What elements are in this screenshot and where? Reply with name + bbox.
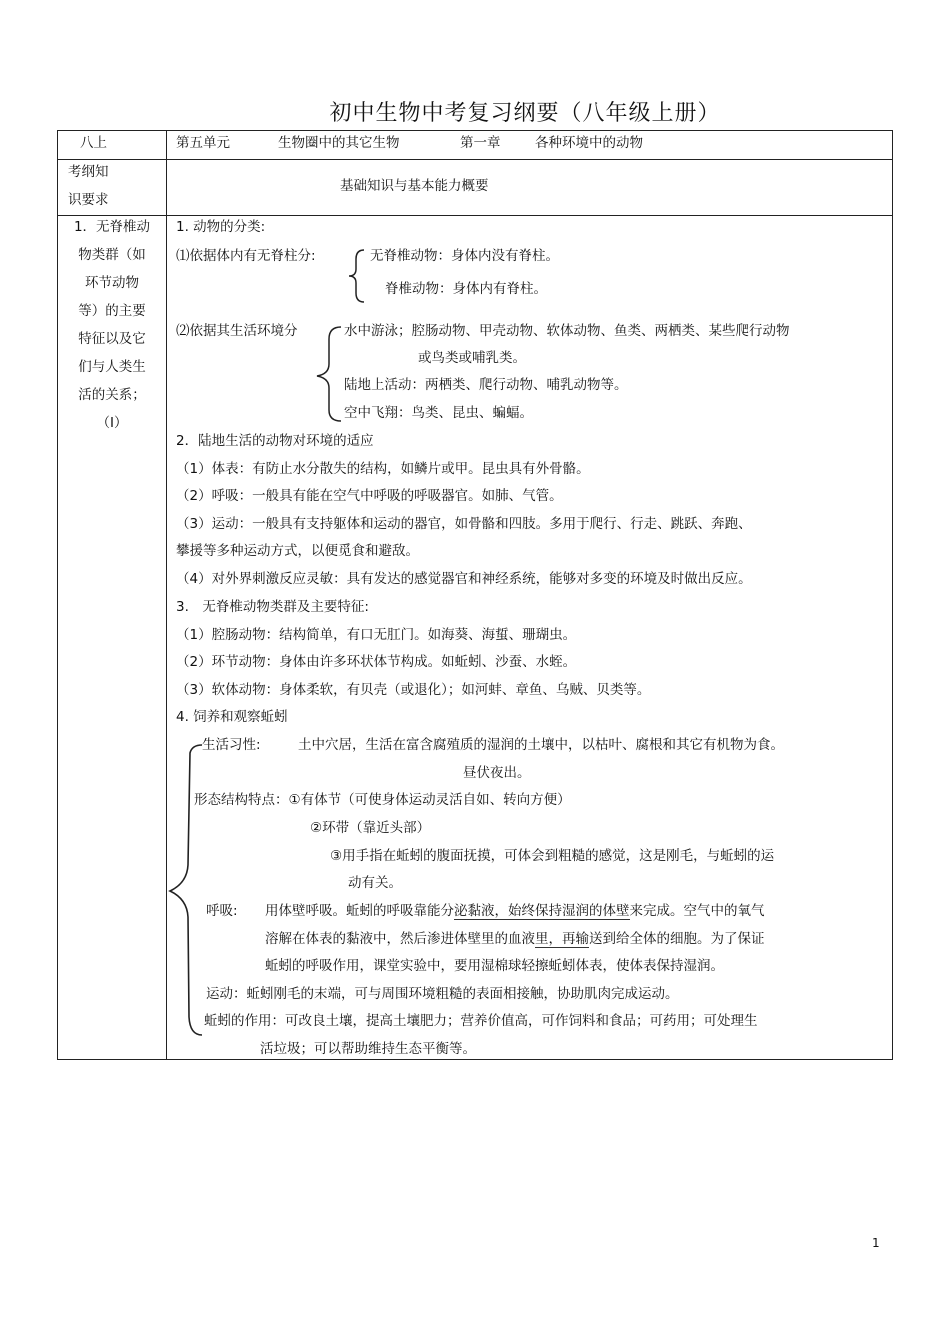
adaptation-item: （1）体表：有防止水分散失的结构，如鳞片或甲。昆虫具有外骨骼。 [176,461,590,477]
movement-text: 运动：蚯蚓刚毛的末端，可与周围环境粗糙的表面相接触，协助肌肉完成运动。 [206,986,679,1002]
requirement-content: 基础知识与基本能力概要 [340,178,489,194]
classification-by-habitat: ⑵依据其生活环境分 [176,323,298,339]
row-divider [58,159,892,160]
form-structure-3-cont: 动有关。 [348,875,402,891]
breath-text-3: 蚯蚓的呼吸作用，课堂实验中，要用湿棉球轻擦蚯蚓体表，使体表保持湿润。 [265,958,724,974]
chapter-label: 第一章 [460,135,501,151]
form-structure-3: ③用手指在蚯蚓的腹面抚摸，可体会到粗糙的感觉，这是刚毛，与蚯蚓的运 [330,848,775,864]
invertebrate-group: （2）环节动物：身体由许多环状体节构成。如蚯蚓、沙蚕、水蛭。 [176,654,577,670]
earthworm-use: 蚯蚓的作用：可改良土壤，提高土壤肥力；营养价值高，可作饲料和食品；可药用；可处理生 [204,1013,758,1029]
section-3-title: 3. 无脊椎动物类群及主要特征: [176,599,369,615]
topic-line: 特征以及它 [78,331,146,347]
section-2-title: 2．陆地生活的动物对环境的适应 [176,433,374,449]
brace-icon [313,324,345,424]
habit-text: 土中穴居，生活在富含腐殖质的湿润的土壤中，以枯叶、腐根和其它有机物为食。 [298,737,784,753]
topic-line: 物类群（如 [78,247,146,263]
adaptation-item-cont: 攀援等多种运动方式，以便觅食和避敌。 [176,543,419,559]
adaptation-item: （2）呼吸：一般具有能在空气中呼吸的呼吸器官。如肺、气管。 [176,488,563,504]
breath-label: 呼吸: [206,903,238,919]
habitat-water: 水中游泳；腔肠动物、甲壳动物、软体动物、鱼类、两栖类、某些爬行动物 [344,323,790,339]
page-number: 1 [872,1236,880,1250]
habit-label: 生活习性: [202,737,261,753]
form-structure-2: ②环带（靠近头部） [310,820,431,836]
habitat-water-cont: 或鸟类或哺乳类。 [418,350,526,366]
topic-line: 1．无脊椎动 [73,219,151,235]
requirement-label-2: 识要求 [68,192,109,208]
form-structure: 形态结构特点：①有体节（可使身体运动灵活自如、转向方便） [194,792,571,808]
vertebrate-def: 脊椎动物：身体内有脊柱。 [385,281,547,297]
section-4-title: 4. 饲养和观察蚯蚓 [176,709,288,725]
adaptation-item: （3）运动：一般具有支持躯体和运动的器官，如骨骼和四肢。多用于爬行、行走、跳跃、奔跑、 [176,516,752,532]
breath-text: 用体壁呼吸。蚯蚓的呼吸靠能分泌黏液，始终保持湿润的体壁来完成。空气中的氧气 [265,903,765,919]
outline-table [57,130,893,1060]
requirement-label-1: 考纲知 [68,164,109,180]
invertebrate-group: （1）腔肠动物：结构简单，有口无肛门。如海葵、海蜇、珊瑚虫。 [176,627,577,643]
habit-text-cont: 昼伏夜出。 [463,765,531,781]
earthworm-use-cont: 活垃圾；可以帮助维持生态平衡等。 [260,1041,476,1057]
breath-text-2: 溶解在体表的黏液中，然后渗进体壁里的血液里，再输送到给全体的细胞。为了保证 [265,931,765,947]
chapter-name: 各种环境中的动物 [535,135,643,151]
topic-line: 们与人类生 [78,359,146,375]
invertebrate-def: 无脊椎动物：身体内没有脊柱。 [370,248,559,264]
topic-line: 环节动物 [85,275,139,291]
brace-icon [164,735,204,1039]
grade-cell: 八上 [80,135,107,151]
habitat-land: 陆地上活动：两栖类、爬行动物、哺乳动物等。 [344,377,628,393]
unit-name: 生物圈中的其它生物 [278,135,400,151]
classification-by-spine: ⑴依据体内有无脊柱分: [176,248,316,264]
topic-line: （Ⅰ） [96,415,128,431]
row-divider [58,215,892,216]
adaptation-item: （4）对外界刺激反应灵敏：具有发达的感觉器官和神经系统，能够对多变的环境及时做出反应。 [176,571,752,587]
page-title: 初中生物中考复习纲要（八年级上册） [329,101,721,126]
brace-icon [346,247,368,305]
topic-line: 活的关系； [78,387,146,403]
section-1-title: 1. 动物的分类: [176,219,266,235]
invertebrate-group: （3）软体动物：身体柔软，有贝壳（或退化）；如河蚌、章鱼、乌贼、贝类等。 [176,682,651,698]
topic-line: 等）的主要 [78,303,146,319]
unit-label: 第五单元 [176,135,230,151]
habitat-air: 空中飞翔：鸟类、昆虫、蝙蝠。 [344,405,533,421]
